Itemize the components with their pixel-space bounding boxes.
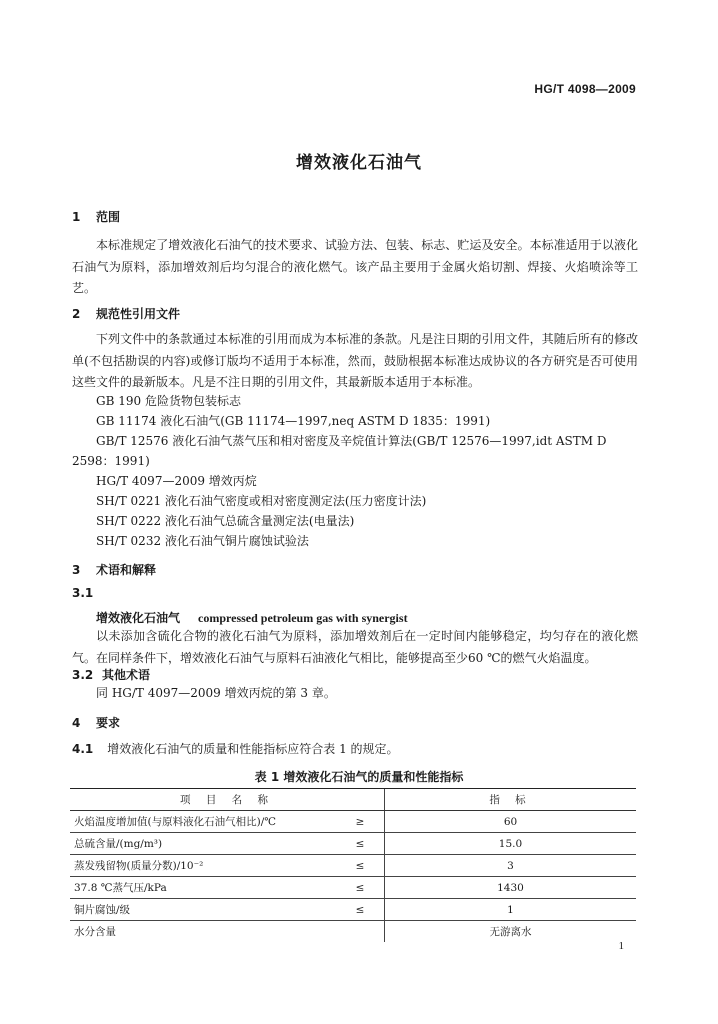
- subsection-3-1-number: 3.1: [72, 586, 94, 600]
- value-cell: 15.0: [385, 833, 637, 855]
- reference-item: GB 190 危险货物包装标志: [96, 394, 241, 408]
- term-english: compressed petroleum gas with synergist: [198, 611, 408, 625]
- subsection-number: 4.1: [72, 742, 94, 756]
- subsection-text: 增效液化石油气的质量和性能指标应符合表 1 的规定。: [107, 742, 399, 756]
- reference-item-continued: 2598：1991): [72, 454, 150, 468]
- operator-cell: ≤: [336, 855, 385, 877]
- operator-cell: [336, 921, 385, 943]
- section-2-heading: [72, 305, 180, 322]
- term-entry: [96, 609, 408, 626]
- table-row: [70, 833, 636, 855]
- value-cell: 无游离水: [385, 921, 637, 943]
- reference-item: GB/T 12576 液化石油气蒸气压和相对密度及辛烷值计算法(GB/T 12576—1997,idt ASTM D: [96, 434, 607, 448]
- section-title: 要求: [96, 716, 121, 730]
- table-row: [70, 921, 636, 943]
- table-caption: 表 1 增效液化石油气的质量和性能指标: [254, 770, 464, 784]
- column-header-item: 项 目 名 称: [70, 789, 385, 811]
- table-row: [70, 811, 636, 833]
- reference-item: HG/T 4097—2009 增效丙烷: [96, 474, 257, 488]
- document-title: 增效液化石油气: [296, 153, 422, 173]
- subsection-4-1-text: [72, 740, 399, 758]
- subsection-3-2-heading: [72, 666, 150, 683]
- value-cell: 1430: [385, 877, 637, 899]
- section-4-heading: [72, 714, 120, 731]
- operator-cell: ≥: [336, 811, 385, 833]
- item-cell: 蒸发残留物(质量分数)/10⁻²: [70, 855, 336, 877]
- item-cell: 火焰温度增加值(与原料液化石油气相比)/℃: [70, 811, 336, 833]
- section-title: 术语和解释: [96, 563, 157, 577]
- section-title: 规范性引用文件: [96, 307, 181, 321]
- term-definition: 以未添加含硫化合物的液化石油气为原料，添加增效剂后在一定时间内能够稳定，均匀存在的液化燃气。在同样条件下，增效液化石油气与原料石油液化气相比，能够提高至少60 ℃的燃气火焰温度。: [72, 629, 638, 665]
- subsection-3-2-text: 同 HG/T 4097—2009 增效丙烷的第 3 章。: [96, 686, 336, 700]
- reference-item: GB 11174 液化石油气(GB 11174—1997,neq ASTM D 1835：1991): [96, 414, 491, 428]
- table-header-row: [70, 789, 636, 811]
- term-chinese: 增效液化石油气: [96, 611, 181, 625]
- section-number: 1: [72, 210, 81, 224]
- section-number: 4: [72, 716, 81, 730]
- column-header-value: 指 标: [385, 789, 637, 811]
- section-3-heading: [72, 561, 156, 578]
- subsection-number: 3.2: [72, 668, 94, 682]
- section-1-heading: [72, 208, 120, 225]
- spec-table: [70, 788, 636, 942]
- reference-item: SH/T 0232 液化石油气铜片腐蚀试验法: [96, 534, 309, 548]
- item-cell: 37.8 ℃蒸气压/kPa: [70, 877, 336, 899]
- operator-cell: ≤: [336, 833, 385, 855]
- table-row: [70, 899, 636, 921]
- table-row: [70, 855, 636, 877]
- standard-code-header: HG/T 4098—2009: [534, 82, 636, 96]
- reference-item: SH/T 0221 液化石油气密度或相对密度测定法(压力密度计法): [96, 494, 427, 508]
- section-1-text: 本标准规定了增效液化石油气的技术要求、试验方法、包装、标志、贮运及安全。本标准适用于以液化石油气为原料，添加增效剂后均匀混合的液化燃气。该产品主要用于金属火焰切割、焊接、火焰喷涂等工艺。: [72, 238, 638, 295]
- value-cell: 3: [385, 855, 637, 877]
- value-cell: 60: [385, 811, 637, 833]
- operator-cell: ≤: [336, 899, 385, 921]
- value-cell: 1: [385, 899, 637, 921]
- section-2-intro: 下列文件中的条款通过本标准的引用而成为本标准的条款。凡是注日期的引用文件，其随后所有的修改单(不包括勘误的内容)或修订版均不适用于本标准，然而，鼓励根据本标准达成协议的各方研究是否可使用这些文件的最新版本。凡是不注日期的引用文件，其最新版本适用于本标准。: [72, 332, 638, 389]
- section-number: 2: [72, 307, 81, 321]
- item-cell: 铜片腐蚀/级: [70, 899, 336, 921]
- table-row: [70, 877, 636, 899]
- section-number: 3: [72, 563, 81, 577]
- operator-cell: ≤: [336, 877, 385, 899]
- reference-item: SH/T 0222 液化石油气总硫含量测定法(电量法): [96, 514, 355, 528]
- page-number: 1: [618, 940, 624, 952]
- section-title: 范围: [96, 210, 121, 224]
- item-cell: 水分含量: [74, 926, 116, 938]
- item-cell: 总硫含量/(mg/m³): [70, 833, 336, 855]
- subsection-title: 其他术语: [102, 668, 151, 682]
